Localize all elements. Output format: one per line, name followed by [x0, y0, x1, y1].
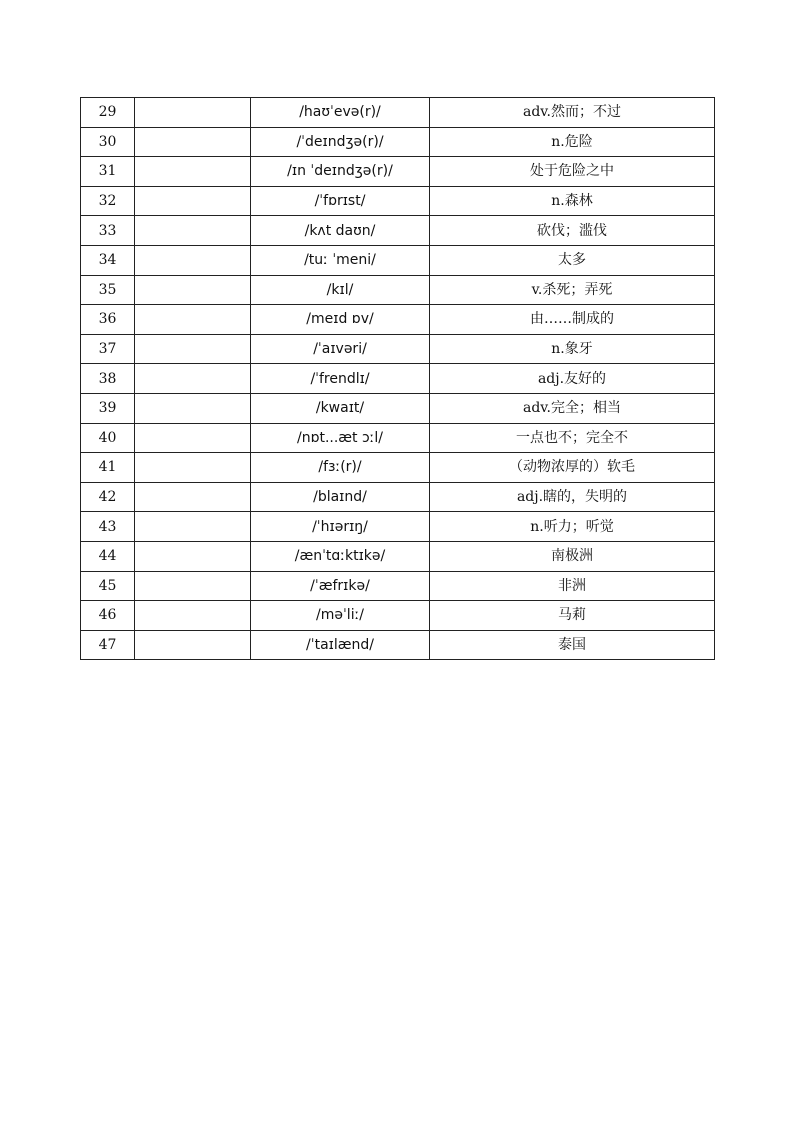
- table-row: [81, 334, 715, 364]
- meaning-cell: adj.友好的: [430, 364, 715, 394]
- table-row: [81, 275, 715, 305]
- row-number-cell: 39: [81, 393, 135, 423]
- row-number-cell: 43: [81, 512, 135, 542]
- table-row: [81, 423, 715, 453]
- vocabulary-table-body: [81, 98, 715, 660]
- word-cell: [135, 216, 251, 246]
- phonetic-cell: /kʌt daʊn/: [251, 216, 430, 246]
- phonetic-cell: /ˈtaɪlænd/: [251, 630, 430, 660]
- phonetic-cell: /fɜː(r)/: [251, 453, 430, 483]
- row-number-cell: 41: [81, 453, 135, 483]
- word-cell: [135, 275, 251, 305]
- row-number-cell: 34: [81, 245, 135, 275]
- phonetic-cell: /məˈliː/: [251, 601, 430, 631]
- row-number-cell: 40: [81, 423, 135, 453]
- phonetic-cell: /kwaɪt/: [251, 393, 430, 423]
- row-number-cell: 36: [81, 305, 135, 335]
- phonetic-cell: /tuː ˈmeni/: [251, 245, 430, 275]
- row-number-cell: 29: [81, 98, 135, 128]
- word-cell: [135, 512, 251, 542]
- row-number-cell: 32: [81, 186, 135, 216]
- table-row: [81, 364, 715, 394]
- row-number-cell: 38: [81, 364, 135, 394]
- table-row: [81, 245, 715, 275]
- word-cell: [135, 393, 251, 423]
- row-number-cell: 47: [81, 630, 135, 660]
- word-cell: [135, 541, 251, 571]
- table-row: [81, 393, 715, 423]
- word-cell: [135, 423, 251, 453]
- word-cell: [135, 127, 251, 157]
- row-number-cell: 30: [81, 127, 135, 157]
- table-row: [81, 186, 715, 216]
- table-row: [81, 601, 715, 631]
- meaning-cell: n.森林: [430, 186, 715, 216]
- table-row: [81, 305, 715, 335]
- phonetic-cell: /meɪd ɒv/: [251, 305, 430, 335]
- phonetic-cell: /haʊˈevə(r)/: [251, 98, 430, 128]
- table-row: [81, 98, 715, 128]
- row-number-cell: 35: [81, 275, 135, 305]
- row-number-cell: 37: [81, 334, 135, 364]
- row-number-cell: 33: [81, 216, 135, 246]
- phonetic-cell: /nɒt...æt ɔːl/: [251, 423, 430, 453]
- word-cell: [135, 601, 251, 631]
- table-row: [81, 127, 715, 157]
- meaning-cell: 处于危险之中: [430, 157, 715, 187]
- word-cell: [135, 482, 251, 512]
- meaning-cell: n.危险: [430, 127, 715, 157]
- meaning-cell: 一点也不；完全不: [430, 423, 715, 453]
- word-cell: [135, 334, 251, 364]
- meaning-cell: 非洲: [430, 571, 715, 601]
- phonetic-cell: /ˈæfrɪkə/: [251, 571, 430, 601]
- word-cell: [135, 364, 251, 394]
- table-row: [81, 541, 715, 571]
- word-cell: [135, 305, 251, 335]
- phonetic-cell: /ˈfrendlɪ/: [251, 364, 430, 394]
- meaning-cell: adj.瞎的，失明的: [430, 482, 715, 512]
- vocabulary-table: [80, 97, 715, 660]
- table-row: [81, 571, 715, 601]
- meaning-cell: 太多: [430, 245, 715, 275]
- meaning-cell: 马莉: [430, 601, 715, 631]
- meaning-cell: n.象牙: [430, 334, 715, 364]
- table-row: [81, 512, 715, 542]
- word-cell: [135, 630, 251, 660]
- table-row: [81, 157, 715, 187]
- meaning-cell: （动物浓厚的）软毛: [430, 453, 715, 483]
- row-number-cell: 45: [81, 571, 135, 601]
- table-row: [81, 216, 715, 246]
- word-cell: [135, 453, 251, 483]
- word-cell: [135, 186, 251, 216]
- meaning-cell: adv.然而；不过: [430, 98, 715, 128]
- phonetic-cell: /ˈaɪvəri/: [251, 334, 430, 364]
- phonetic-cell: /ˈdeɪndʒə(r)/: [251, 127, 430, 157]
- table-row: [81, 630, 715, 660]
- phonetic-cell: /ˈhɪərɪŋ/: [251, 512, 430, 542]
- meaning-cell: 泰国: [430, 630, 715, 660]
- table-row: [81, 453, 715, 483]
- meaning-cell: v.杀死；弄死: [430, 275, 715, 305]
- meaning-cell: 南极洲: [430, 541, 715, 571]
- phonetic-cell: /kɪl/: [251, 275, 430, 305]
- meaning-cell: 由……制成的: [430, 305, 715, 335]
- meaning-cell: n.听力；听觉: [430, 512, 715, 542]
- word-cell: [135, 245, 251, 275]
- phonetic-cell: /ænˈtɑːktɪkə/: [251, 541, 430, 571]
- word-cell: [135, 571, 251, 601]
- meaning-cell: adv.完全；相当: [430, 393, 715, 423]
- phonetic-cell: /blaɪnd/: [251, 482, 430, 512]
- table-row: [81, 482, 715, 512]
- row-number-cell: 42: [81, 482, 135, 512]
- row-number-cell: 31: [81, 157, 135, 187]
- word-cell: [135, 98, 251, 128]
- word-cell: [135, 157, 251, 187]
- phonetic-cell: /ˈfɒrɪst/: [251, 186, 430, 216]
- row-number-cell: 46: [81, 601, 135, 631]
- row-number-cell: 44: [81, 541, 135, 571]
- meaning-cell: 砍伐；滥伐: [430, 216, 715, 246]
- phonetic-cell: /ɪn ˈdeɪndʒə(r)/: [251, 157, 430, 187]
